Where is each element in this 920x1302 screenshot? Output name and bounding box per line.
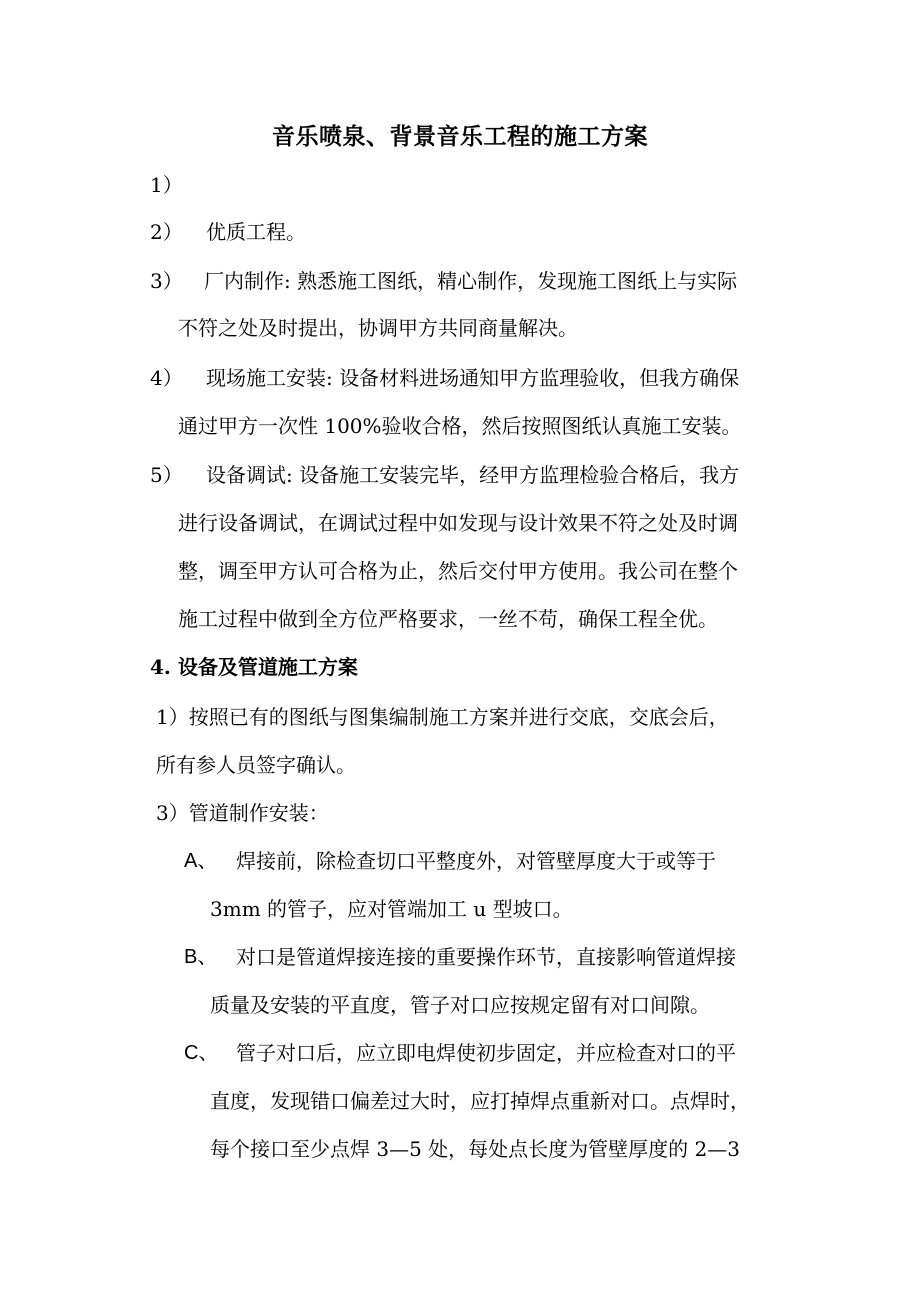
item-5-line-3: 整，调至甲方认可合格为止，然后交付甲方使用。我公司在整个	[178, 559, 738, 583]
item-5-line-4: 施工过程中做到全方位严格要求，一丝不苟，确保工程全优。	[178, 607, 718, 631]
item-3-number: 3）	[150, 269, 183, 293]
item-1-number: 1）	[150, 173, 183, 197]
sub-c-line-1: 管子对口后，应立即电焊使初步固定，并应检查对口的平	[236, 1041, 736, 1065]
sub-a-line-1: 焊接前，除检查切口平整度外，对管壁厚度大于或等于	[236, 849, 716, 873]
sub-c-label: C、	[184, 1042, 219, 1064]
sub-b-line-2: 质量及安装的平直度，管子对口应按规定留有对口间隙。	[210, 993, 710, 1017]
sub-b-line-1: 对口是管道焊接连接的重要操作环节，直接影响管道焊接	[236, 945, 736, 969]
sub-b-label: B、	[184, 946, 218, 968]
section-4-p1-line-2: 所有参人员签字确认。	[156, 753, 356, 777]
page-title: 音乐喷泉、背景音乐工程的施工方案	[272, 123, 648, 150]
item-5-line-2: 进行设备调试，在调试过程中如发现与设计效果不符之处及时调	[178, 511, 738, 535]
section-4-p1-line-1: 1）按照已有的图纸与图集编制施工方案并进行交底，交底会后，	[156, 705, 729, 729]
sub-c-line-2: 直度，发现错口偏差过大时，应打掉焊点重新对口。点焊时，	[210, 1089, 750, 1113]
item-3-line-2: 不符之处及时提出，协调甲方共同商量解决。	[178, 316, 578, 340]
section-4-p3: 3）管道制作安装：	[156, 801, 329, 825]
item-5-number: 5）	[150, 463, 183, 487]
item-5-line-1: 设备调试: 设备施工安装完毕，经甲方监理检验合格后，我方	[206, 463, 740, 487]
item-2-line-1: 优质工程。	[206, 220, 306, 244]
section-4-heading: 4. 设备及管道施工方案	[150, 655, 358, 679]
item-4-line-1: 现场施工安装: 设备材料进场通知甲方监理验收，但我方确保	[206, 366, 740, 390]
sub-c-line-3: 每个接口至少点焊 3—5 处，每处点长度为管壁厚度的 2—3	[210, 1137, 740, 1161]
item-2-number: 2）	[150, 220, 183, 244]
sub-a-label: A、	[184, 850, 218, 872]
item-4-line-2: 通过甲方一次性 100%验收合格，然后按照图纸认真施工安装。	[178, 414, 742, 438]
item-3-line-1: 厂内制作: 熟悉施工图纸，精心制作，发现施工图纸上与实际	[204, 269, 738, 293]
item-4-number: 4）	[150, 366, 183, 390]
sub-a-line-2: 3mm 的管子，应对管端加工 u 型坡口。	[210, 897, 573, 921]
